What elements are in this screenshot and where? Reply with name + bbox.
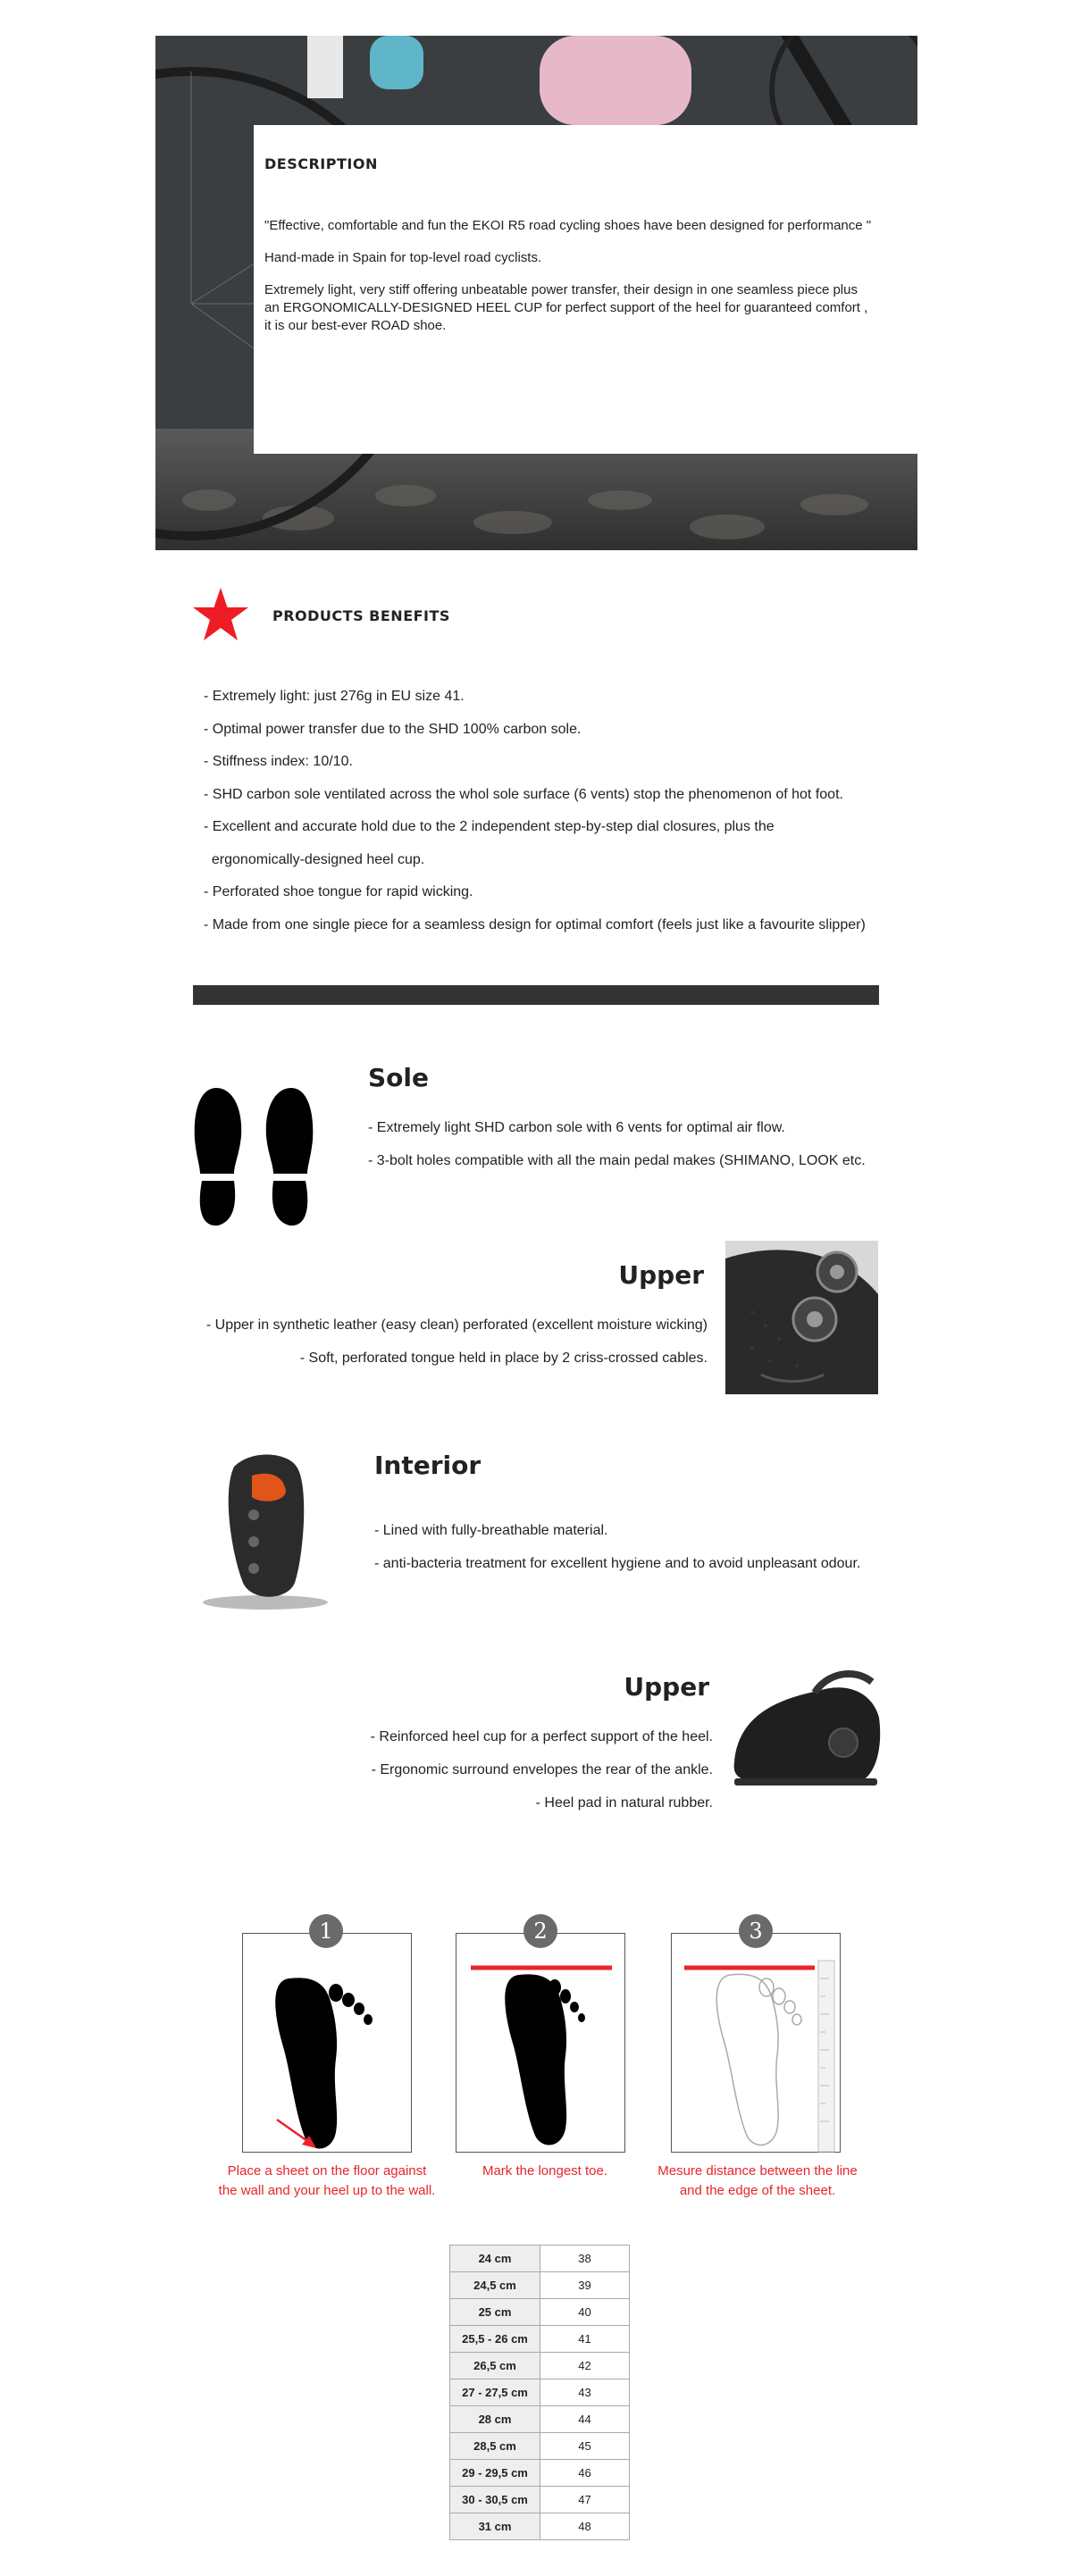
- size-cm-cell: 25 cm: [450, 2299, 540, 2326]
- upper-line-1: - Upper in synthetic leather (easy clean) perforated (excellent moisture wicking): [205, 1317, 708, 1333]
- red-arrow-icon: [275, 2118, 320, 2150]
- size-eu-cell: 44: [540, 2406, 630, 2433]
- interior-line-2: - anti-bacteria treatment for excellent hygiene and to avoid unpleasant odour.: [374, 1556, 861, 1571]
- size-eu-cell: 47: [540, 2487, 630, 2513]
- section-divider: [193, 985, 879, 1005]
- sole-line-1: - Extremely light SHD carbon sole with 6 vents for optimal air flow.: [368, 1120, 785, 1135]
- star-icon: [191, 586, 250, 645]
- upper-heel-line-3: - Heel pad in natural rubber.: [535, 1795, 713, 1811]
- sole-title: Sole: [368, 1063, 429, 1092]
- size-table: [449, 2245, 630, 2540]
- step-3-badge: 3: [739, 1914, 773, 1948]
- list-item: - SHD carbon sole ventilated across the whol sole surface (6 vents) stop the phenomenon of hot foot.: [204, 786, 843, 802]
- size-cm-cell: 28 cm: [450, 2406, 540, 2433]
- list-item: - Made from one single piece for a seamless design for optimal comfort (feels just like a favourite slipper): [204, 916, 866, 933]
- table-row: [450, 2460, 630, 2487]
- description-card: [254, 125, 917, 454]
- size-eu-cell: 39: [540, 2272, 630, 2299]
- description-title: DESCRIPTION: [264, 155, 378, 172]
- size-cm-cell: 25,5 - 26 cm: [450, 2326, 540, 2353]
- step-1-caption: Place a sheet on the floor against the wall and your heel up to the wall.: [218, 2163, 436, 2198]
- upper-heel-title: Upper: [624, 1672, 709, 1702]
- size-eu-cell: 46: [540, 2460, 630, 2487]
- sole-line-2: - 3-bolt holes compatible with all the main pedal makes (SHIMANO, LOOK etc.: [368, 1153, 866, 1168]
- interior-title: Interior: [374, 1451, 482, 1480]
- table-row: [450, 2326, 630, 2353]
- size-cm-cell: 31 cm: [450, 2513, 540, 2540]
- footprint-sole-icon: [191, 1084, 318, 1229]
- shoe-interior-photo: [198, 1449, 332, 1613]
- table-row: [450, 2379, 630, 2406]
- size-eu-cell: 40: [540, 2299, 630, 2326]
- description-quote: "Effective, comfortable and fun the EKOI R5 road cycling shoes have been designed for performance ": [264, 218, 872, 233]
- table-row: [450, 2246, 630, 2272]
- table-row: [450, 2299, 630, 2326]
- description-paragraph-2: Extremely light, very stiff offering unbeatable power transfer, their design in one seamless piece plus an ERGONOMICALLY-DESIGNED HEEL CUP for perfect support of the heel for guaranteed comfort , it is our best-ever ROAD shoe.: [264, 282, 868, 333]
- shoe-upper-photo: [725, 1241, 878, 1394]
- list-item: - Perforated shoe tongue for rapid wicking.: [204, 884, 473, 899]
- benefits-title: PRODUCTS BENEFITS: [272, 607, 450, 624]
- size-eu-cell: 43: [540, 2379, 630, 2406]
- table-row: [450, 2487, 630, 2513]
- footprint-sole-icon: [243, 1934, 413, 2154]
- step-2-caption: Mark the longest toe.: [482, 2163, 608, 2179]
- step-1-frame: [242, 1933, 412, 2153]
- size-cm-cell: 26,5 cm: [450, 2353, 540, 2379]
- benefits-list: [204, 681, 900, 941]
- size-eu-cell: 42: [540, 2353, 630, 2379]
- hero-image: [155, 36, 917, 550]
- size-eu-cell: 41: [540, 2326, 630, 2353]
- upper-heel-line-1: - Reinforced heel cup for a perfect support of the heel.: [370, 1729, 713, 1744]
- size-eu-cell: 38: [540, 2246, 630, 2272]
- footprint-sole-icon: [456, 1934, 626, 2154]
- list-item: - Extremely light: just 276g in EU size 41.: [204, 689, 465, 704]
- size-eu-cell: 45: [540, 2433, 630, 2460]
- table-row: [450, 2513, 630, 2540]
- list-item: - Excellent and accurate hold due to the 2 independent step-by-step dial closures, plus the: [204, 819, 775, 834]
- step-3-caption: Mesure distance between the line and the edge of the sheet.: [657, 2163, 858, 2198]
- description-paragraph-1: Hand-made in Spain for top-level road cyclists.: [264, 250, 542, 265]
- size-cm-cell: 28,5 cm: [450, 2433, 540, 2460]
- interior-line-1: - Lined with fully-breathable material.: [374, 1523, 608, 1538]
- size-cm-cell: 24,5 cm: [450, 2272, 540, 2299]
- upper-heel-line-2: - Ergonomic surround envelopes the rear of the ankle.: [371, 1762, 713, 1777]
- table-row: [450, 2272, 630, 2299]
- size-cm-cell: 29 - 29,5 cm: [450, 2460, 540, 2487]
- table-row: [450, 2353, 630, 2379]
- shoe-heel-photo: [729, 1646, 883, 1798]
- table-row: [450, 2433, 630, 2460]
- upper-title: Upper: [618, 1260, 704, 1290]
- upper-line-2: - Soft, perforated tongue held in place by 2 criss-crossed cables.: [299, 1351, 708, 1366]
- size-cm-cell: 27 - 27,5 cm: [450, 2379, 540, 2406]
- step-3-frame: [671, 1933, 841, 2153]
- list-item: ergonomically-designed heel cup.: [204, 851, 425, 867]
- step-1-badge: 1: [309, 1914, 343, 1948]
- step-2-frame: [456, 1933, 625, 2153]
- size-cm-cell: 30 - 30,5 cm: [450, 2487, 540, 2513]
- size-cm-cell: 24 cm: [450, 2246, 540, 2272]
- list-item: - Stiffness index: 10/10.: [204, 754, 353, 769]
- foot-outline-icon: [672, 1934, 842, 2154]
- step-2-badge: 2: [523, 1914, 557, 1948]
- table-row: [450, 2406, 630, 2433]
- size-eu-cell: 48: [540, 2513, 630, 2540]
- list-item: - Optimal power transfer due to the SHD 100% carbon sole.: [204, 721, 582, 737]
